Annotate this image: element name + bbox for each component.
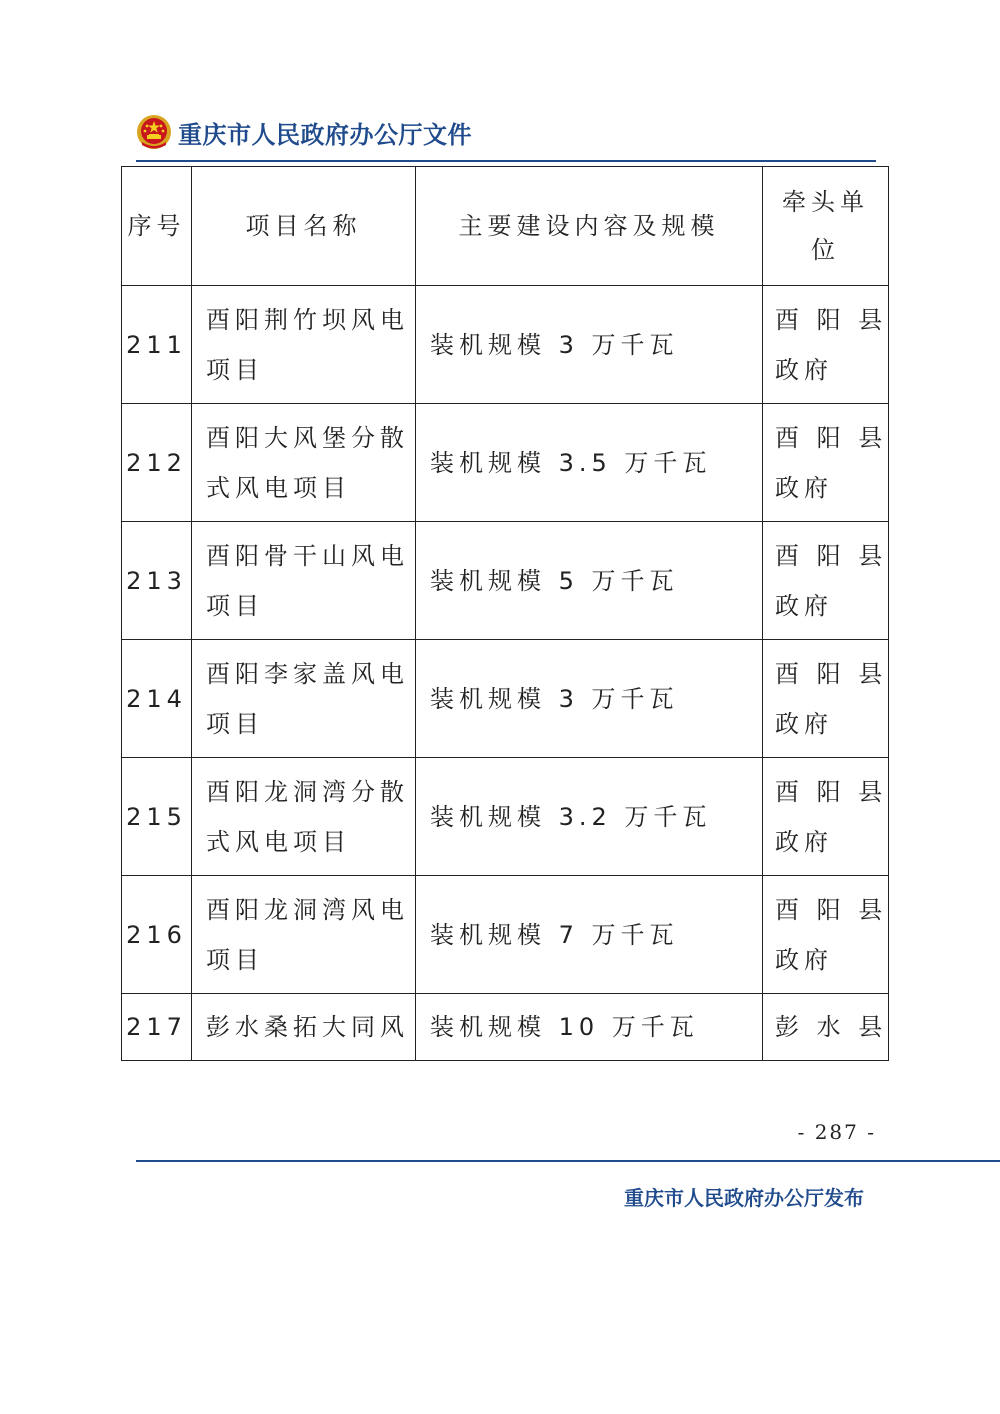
row-project-name: 酉阳大风堡分散式风电项目 [192,404,416,522]
header-lead-unit: 牵头单位 [763,167,889,286]
row-project-name: 酉阳李家盖风电项目 [192,640,416,758]
project-table [121,166,889,1061]
header-index: 序号 [122,167,192,286]
document-header [136,112,472,152]
row-project-name: 酉阳荆竹坝风电项目 [192,286,416,404]
row-lead-unit: 酉 阳 县政府 [763,404,889,522]
row-content: 装机规模 5 万千瓦 [416,522,763,640]
table-row [122,640,889,758]
row-lead-unit: 酉 阳 县政府 [763,876,889,994]
row-index: 211 [122,286,192,404]
row-content: 装机规模 3.5 万千瓦 [416,404,763,522]
row-lead-unit: 酉 阳 县政府 [763,286,889,404]
table-row [122,522,889,640]
table-header-row [122,167,889,286]
table-row [122,994,889,1061]
row-index: 213 [122,522,192,640]
row-content: 装机规模 3 万千瓦 [416,640,763,758]
row-project-name: 酉阳龙洞湾分散式风电项目 [192,758,416,876]
row-content: 装机规模 3.2 万千瓦 [416,758,763,876]
national-emblem-icon [136,114,172,150]
row-index: 215 [122,758,192,876]
row-content: 装机规模 7 万千瓦 [416,876,763,994]
row-lead-unit: 酉 阳 县政府 [763,522,889,640]
header-divider [136,160,876,162]
table-row [122,286,889,404]
row-content: 装机规模 10 万千瓦 [416,994,763,1061]
row-project-name: 彭水桑拓大同风 [192,994,416,1061]
row-index: 212 [122,404,192,522]
table-row [122,758,889,876]
row-index: 216 [122,876,192,994]
footer-publisher: 重庆市人民政府办公厅发布 [624,1186,864,1210]
row-content: 装机规模 3 万千瓦 [416,286,763,404]
header-title: 重庆市人民政府办公厅文件 [178,120,472,149]
footer-divider [136,1160,1000,1162]
row-index: 217 [122,994,192,1061]
row-index: 214 [122,640,192,758]
header-project-name: 项目名称 [192,167,416,286]
row-lead-unit: 酉 阳 县政府 [763,758,889,876]
row-lead-unit: 彭 水 县 [763,994,889,1061]
table-row [122,876,889,994]
row-project-name: 酉阳骨干山风电项目 [192,522,416,640]
header-content: 主要建设内容及规模 [416,167,763,286]
table-row [122,404,889,522]
row-lead-unit: 酉 阳 县政府 [763,640,889,758]
page-number: - 287 - [797,1120,876,1144]
row-project-name: 酉阳龙洞湾风电项目 [192,876,416,994]
